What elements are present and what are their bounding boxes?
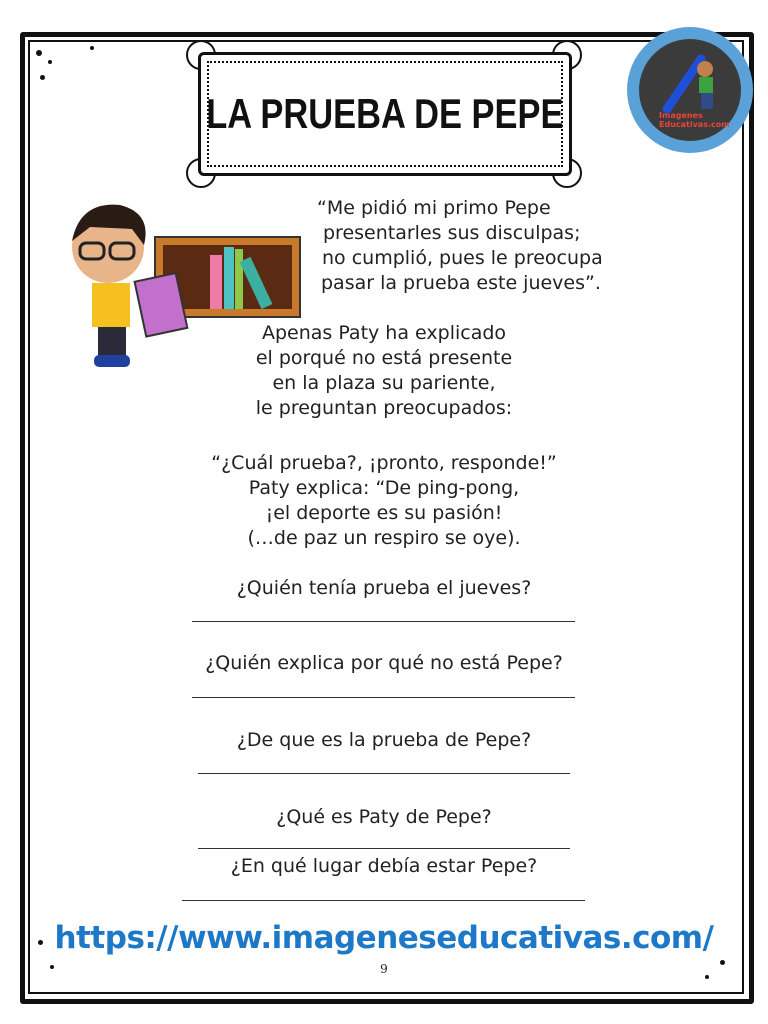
- answer-line-2[interactable]: [192, 697, 575, 698]
- answer-line-4[interactable]: [198, 848, 570, 849]
- question-4: ¿Qué es Paty de Pepe?: [276, 806, 492, 828]
- decor-dot: [36, 50, 42, 56]
- poem-line: ¡el deporte es su pasión!: [265, 502, 503, 524]
- question-1: ¿Quién tenía prueba el jueves?: [236, 577, 532, 599]
- answer-line-3[interactable]: [198, 773, 570, 774]
- question-5: ¿En qué lugar debía estar Pepe?: [230, 855, 538, 877]
- poem-line: Apenas Paty ha explicado: [261, 322, 507, 344]
- logo-text: Imagenes Educativas.com: [659, 111, 730, 129]
- poem-line: el porqué no está presente: [255, 347, 513, 369]
- question-3: ¿De que es la prueba de Pepe?: [236, 729, 532, 751]
- site-logo[interactable]: [627, 27, 753, 153]
- poem-line: presentarles sus disculpas;: [323, 222, 581, 244]
- poem-line: pasar la prueba este jueves”.: [321, 272, 601, 294]
- title-box: [198, 52, 572, 176]
- decor-dot: [40, 75, 45, 80]
- poem-line: Paty explica: “De ping-pong,: [248, 477, 520, 499]
- question-2: ¿Quién explica por qué no está Pepe?: [205, 652, 563, 674]
- answer-line-5[interactable]: [182, 900, 585, 901]
- answer-line-1[interactable]: [192, 621, 575, 622]
- page-number: 9: [380, 962, 388, 976]
- poem-line: le preguntan preocupados:: [255, 397, 513, 419]
- decor-dot: [90, 46, 94, 50]
- poem-line: no cumplió, pues le preocupa: [322, 247, 603, 269]
- page-title: LA PRUEBA DE PEPE: [206, 90, 564, 137]
- poem-line: “¿Cuál prueba?, ¡pronto, responde!”: [211, 452, 557, 474]
- poem-line: “Me pidió mi primo Pepe: [317, 197, 551, 219]
- decor-dot: [48, 60, 52, 64]
- footer-url-link[interactable]: https://www.imageneseducativas.com/: [54, 920, 714, 956]
- poem-line: (…de paz un respiro se oye).: [247, 527, 521, 549]
- poem-line: en la plaza su pariente,: [272, 372, 496, 394]
